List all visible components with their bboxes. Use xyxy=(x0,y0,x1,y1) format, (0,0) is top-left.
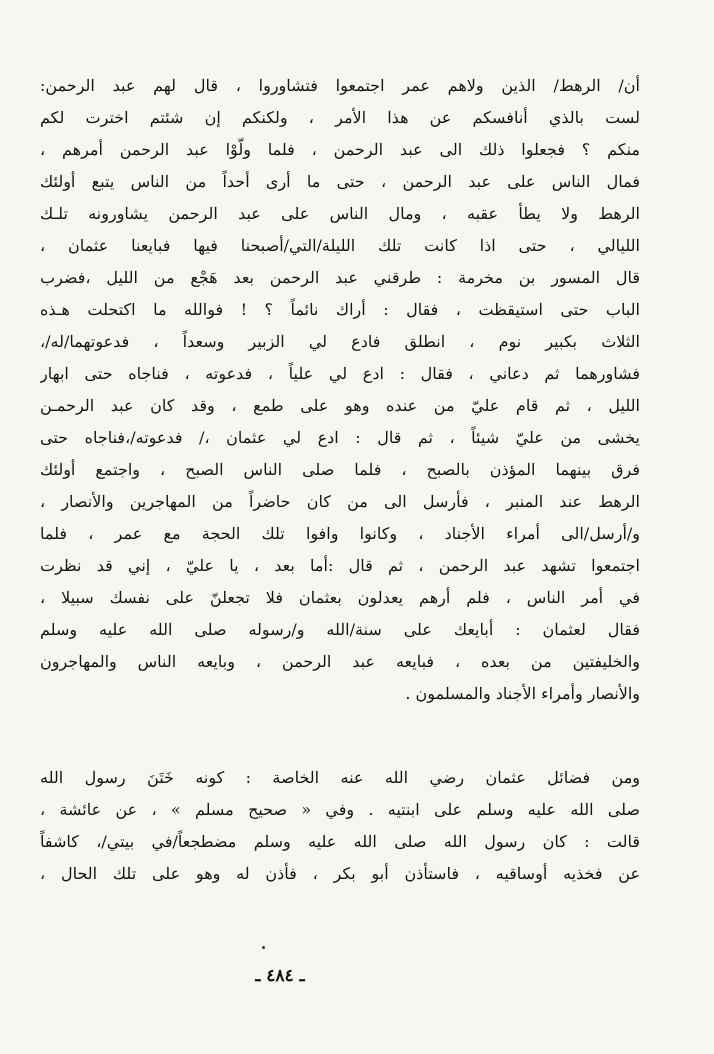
text-line: فمال الناس على عبد الرحمن ، حتى ما أرى أحداً من الناس يتبع أولئك xyxy=(40,172,640,191)
text-line: الرهط عند المنبر ، فأرسل الى من كان حاضراً من المهاجرين والأنصار ، xyxy=(40,492,640,511)
text-line: الليل ، ثم قام عليّ من عنده وهو على طمع ، وقد كان عبد الرحمـن xyxy=(40,396,640,415)
text-line: في أمر الناس ، فلم أرهم يعدلون بعثمان فلا تجعلنّ على نفسك سبيلا ، xyxy=(40,588,640,607)
text-line: الرهط ولا يطأ عقبه ، ومال الناس على عبد الرحمن يشاورونه تلـك xyxy=(40,204,640,223)
text-line: لست بالذي أنافسكم عن هذا الأمر ، ولكنكم إن شئتم اخترت لكم xyxy=(40,108,640,127)
text-line: الليالي ، حتى اذا كانت تلك الليلة/التي/أصبحنا فيها فبايعنا عثمان ، xyxy=(40,236,640,255)
text-line: فقال لعثمان : أبايعك على سنة/الله و/رسوله صلى الله عليه وسلم xyxy=(40,620,640,639)
print-speck xyxy=(262,946,265,949)
text-line: يخشى من عليّ شيئاً ، ثم قال : ادع لي عثمان ،/ فدعوته/،فناجاه حتى xyxy=(40,428,640,447)
text-line: ومن فضائل عثمان رضي الله عنه الخاصة : كونه خَتَنَ رسول الله xyxy=(40,768,640,787)
paragraph-1 xyxy=(40,70,640,710)
text-line: والأنصار وأمراء الأجناد والمسلمون . xyxy=(405,684,640,703)
page-number: ـ ٤٨٤ ـ xyxy=(255,966,305,986)
text-line: فرق بينهما المؤذن بالصبح ، فلما صلى الناس الصبح ، واجتمع أولئك xyxy=(40,460,640,479)
text-line: قال المسور بن مخرمة : طرقني عبد الرحمن بعد هَجْع من الليل ،فضرب xyxy=(40,268,640,287)
text-line: فشاورهما ثم دعاني ، فقال : ادع لي علياً ، فدعوته ، فناجاه حتى ابهار xyxy=(40,364,640,383)
text-line: صلى الله عليه وسلم على ابنتيه . وفي « صحيح مسلم » ، عن عائشة ، xyxy=(40,800,640,819)
text-line: منكم ؟ فجعلوا ذلك الى عبد الرحمن ، فلما ولّوْا عبد الرحمن أمرهم ، xyxy=(40,140,640,159)
text-line: و/أرسل/الى أمراء الأجناد ، وكانوا وافوا تلك الحجة مع عمر ، فلما xyxy=(40,524,640,543)
text-line: أن/ الرهط/ الذين ولاهم عمر اجتمعوا فتشاوروا ، قال لهم عبد الرحمن: xyxy=(40,76,640,95)
paragraph-2 xyxy=(40,762,640,890)
text-line: قالت : كان رسول الله صلى الله عليه وسلم مضطجعاً/في بيتي/، كاشفاً xyxy=(40,832,640,851)
text-line: اجتمعوا تشهد عبد الرحمن ، ثم قال :أما بعد ، يا عليّ ، إني قد نظرت xyxy=(40,556,640,575)
text-line: الثلاث بكبير نوم ، انطلق فادع لي الزبير وسعداً ، فدعوتهما/له/، xyxy=(40,332,640,351)
text-line: والخليفتين من بعده ، فبايعه عبد الرحمن ، وبايعه الناس والمهاجرون xyxy=(40,652,640,671)
text-line: الباب حتى استيقظت ، فقال : أراك نائماً ؟ ! فوالله ما اكتحلت هـذه xyxy=(40,300,640,319)
text-line: عن فخذيه أوساقيه ، فاستأذن أبو بكر ، فأذن له وهو على تلك الحال ، xyxy=(40,864,640,883)
